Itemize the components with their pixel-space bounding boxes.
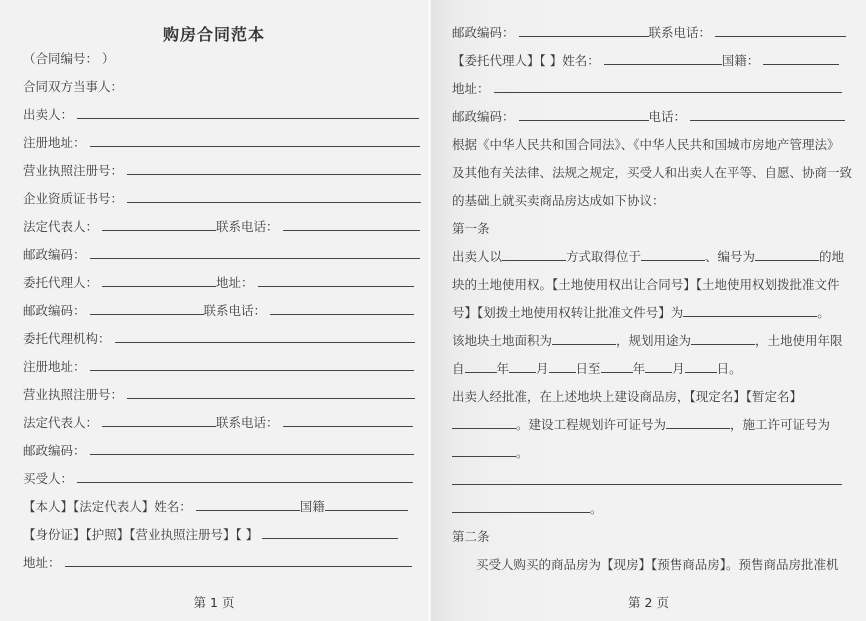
- license-no2-label: 营业执照注册号：: [23, 387, 124, 402]
- legal-basis-line-2: 及其他有关法律、法规之规定，买受人和出卖人在平等、自愿、协商一致: [452, 165, 853, 180]
- article-1-line-8: [452, 445, 529, 461]
- license-no-label: 营业执照注册号：: [23, 163, 124, 178]
- postcode2-field[interactable]: [519, 109, 649, 121]
- notes-field-1[interactable]: [452, 473, 842, 485]
- license-row: [23, 163, 421, 179]
- postcode-label: 邮政编码：: [452, 25, 515, 40]
- reg-address-row: [23, 135, 420, 151]
- article-1-line-5: [452, 361, 742, 377]
- postcode-row: [23, 247, 420, 263]
- phone2-field[interactable]: [270, 303, 414, 315]
- agent-field[interactable]: [102, 275, 216, 287]
- start-day-field[interactable]: [549, 361, 576, 373]
- phone-field[interactable]: [283, 219, 420, 231]
- reg-address2-field[interactable]: [90, 359, 414, 371]
- text-segment: 日至: [575, 361, 601, 376]
- agent-label: 委托代理人：: [23, 275, 99, 290]
- planned-use-field[interactable]: [691, 333, 755, 345]
- buyer-address-row: [23, 555, 412, 571]
- postcode-field[interactable]: [90, 247, 420, 259]
- article-1-line-9: [452, 473, 842, 489]
- text-segment: 、编号为: [705, 249, 756, 264]
- qualification-field[interactable]: [127, 191, 421, 203]
- postcode-label: 邮政编码：: [23, 247, 86, 262]
- seller-row: [23, 107, 419, 123]
- article-1-line-4: [452, 333, 843, 349]
- text-segment: 号】【划拨土地使用权转让批准文件号】为: [452, 305, 684, 320]
- seller-field[interactable]: [77, 107, 419, 119]
- phone-field[interactable]: [715, 25, 846, 37]
- buyer-name-field[interactable]: [196, 499, 300, 511]
- article-1-line-7: [452, 417, 830, 433]
- phone-label: 联系电话：: [648, 25, 712, 40]
- legal-rep-label: 法定代表人：: [23, 219, 99, 234]
- location-field[interactable]: [641, 249, 705, 261]
- agency-row: [23, 331, 415, 347]
- notes-field-2[interactable]: [452, 501, 590, 513]
- text-segment: 该地块土地面积为: [452, 333, 553, 348]
- article-1-line-2: 块的土地使用权。【土地使用权出让合同号】【土地使用权划拨批准文件: [452, 277, 840, 292]
- text-segment: 年: [496, 361, 510, 376]
- article-2-title: 第二条: [452, 529, 490, 544]
- parties-heading: 合同双方当事人：: [23, 79, 124, 94]
- agent-name-field[interactable]: [604, 53, 722, 65]
- page-1: [0, 0, 428, 621]
- page-2: [431, 0, 866, 621]
- license2-row: [23, 387, 415, 403]
- legal-basis-line-1: 根据《中华人民共和国合同法》、《中华人民共和国城市房地产管理法》: [452, 137, 840, 152]
- phone2-label: 联系电话：: [203, 303, 267, 318]
- agency-label: 委托代理机构：: [23, 331, 111, 346]
- page-number-1: 第 1 页: [193, 595, 235, 610]
- postcode2-row: [23, 303, 414, 319]
- postcode3-label: 邮政编码：: [23, 443, 86, 458]
- reg-address2-label: 注册地址：: [23, 359, 86, 374]
- buyer-id-label: 【身份证】【护照】【营业执照注册号】【 】: [23, 527, 259, 542]
- building-name-field[interactable]: [452, 417, 516, 429]
- address-field[interactable]: [494, 81, 842, 93]
- license-no2-field[interactable]: [127, 387, 415, 399]
- nationality-field[interactable]: [763, 53, 839, 65]
- plot-number-field[interactable]: [755, 249, 819, 261]
- text-segment: ，土地使用年限: [755, 333, 843, 348]
- buyer-name-label: 【本人】【法定代表人】姓名：: [23, 499, 192, 514]
- qualification-label: 企业资质证书号：: [23, 191, 124, 206]
- phone2-field[interactable]: [690, 109, 845, 121]
- article-1-line-3: [452, 305, 830, 321]
- document-title: 购房合同范本: [162, 25, 265, 44]
- postcode3-row: [23, 443, 414, 459]
- article-2-line-1: 买受人购买的商品房为【现房】【预售商品房】。预售商品房批准机: [476, 557, 839, 572]
- qualification-row: [23, 191, 421, 207]
- phone3-label: 联系电话：: [216, 415, 279, 430]
- reg-address-label: 注册地址：: [23, 135, 86, 150]
- approval-doc-field[interactable]: [683, 305, 817, 317]
- end-year-field[interactable]: [601, 361, 633, 373]
- start-year-field[interactable]: [465, 361, 497, 373]
- text-segment: 方式取得位于: [566, 249, 642, 264]
- article-1-line-6: 出卖人经批准，在上述地块上建设商品房，【现定名】【暂定名】: [452, 389, 803, 404]
- seller-label: 出卖人：: [23, 107, 74, 122]
- buyer-address-field[interactable]: [65, 555, 412, 567]
- text-segment: 日。: [716, 361, 742, 376]
- page-number-2: 第 2 页: [628, 595, 669, 610]
- postcode2-label: 邮政编码：: [452, 109, 515, 124]
- text-segment: 。建设工程规划许可证号为: [516, 417, 667, 432]
- legal-basis-line-3: 的基础上就买卖商品房达成如下协议：: [452, 193, 665, 208]
- text-segment: 出卖人以: [452, 249, 503, 264]
- legal-rep-row: [23, 219, 420, 235]
- article-1-line-1: [452, 249, 844, 265]
- article-1-line-10: [452, 501, 603, 517]
- planning-permit-field[interactable]: [666, 417, 730, 429]
- phone-label: 联系电话：: [216, 219, 279, 234]
- acquisition-method-field[interactable]: [502, 249, 566, 261]
- address-field[interactable]: [258, 275, 414, 287]
- text-segment: 。: [590, 501, 603, 516]
- legal-rep2-label: 法定代表人：: [23, 415, 99, 430]
- buyer-id-field[interactable]: [262, 527, 398, 539]
- article-1-title: 第一条: [452, 221, 490, 236]
- postcode3-field[interactable]: [90, 443, 414, 455]
- agent-address-row: [452, 81, 842, 97]
- reg-address-field[interactable]: [90, 135, 420, 147]
- start-month-field[interactable]: [509, 361, 536, 373]
- license-no-field[interactable]: [127, 163, 421, 175]
- postcode2-field[interactable]: [90, 303, 204, 315]
- legal-rep-field[interactable]: [102, 219, 216, 231]
- text-segment: 月: [536, 361, 549, 376]
- end-day-field[interactable]: [685, 361, 717, 373]
- contract-number: （合同编号： ）: [23, 51, 115, 66]
- text-segment: 。: [817, 305, 830, 320]
- phone3-field[interactable]: [283, 415, 413, 427]
- nationality-label: 国籍: [299, 499, 325, 514]
- buyer-field[interactable]: [77, 471, 413, 483]
- text-segment: ，规划用途为: [616, 333, 692, 348]
- text-segment: ，施工许可证号为: [730, 417, 831, 432]
- agent-postcode2-row: [452, 109, 845, 125]
- address-label: 地址：: [216, 275, 254, 290]
- agent-postcode-row: [452, 25, 846, 41]
- land-area-field[interactable]: [552, 333, 616, 345]
- agent-name-row: [452, 53, 839, 69]
- text-segment: 年: [632, 361, 646, 376]
- phone2-label: 电话：: [648, 109, 687, 124]
- agent-name-label: 【委托代理人】【 】姓名：: [452, 53, 600, 68]
- agent-row: [23, 275, 414, 291]
- buyer-name-row: [23, 499, 408, 515]
- text-segment: 的地: [819, 249, 845, 264]
- postcode2-label: 邮政编码：: [23, 303, 86, 318]
- buyer-id-row: [23, 527, 398, 543]
- construction-permit-field[interactable]: [452, 445, 516, 457]
- text-segment: 。: [516, 445, 529, 460]
- legal-rep2-row: [23, 415, 413, 431]
- legal-rep2-field[interactable]: [102, 415, 216, 427]
- buyer-row: [23, 471, 413, 487]
- address-label: 地址：: [452, 81, 490, 96]
- reg-address2-row: [23, 359, 414, 375]
- text-segment: 自: [452, 361, 465, 376]
- buyer-address-label: 地址：: [23, 555, 61, 570]
- nationality-field[interactable]: [325, 499, 408, 511]
- agency-field[interactable]: [115, 331, 415, 343]
- postcode-field[interactable]: [519, 25, 649, 37]
- buyer-label: 买受人：: [23, 471, 74, 486]
- nationality-label: 国籍：: [721, 53, 760, 68]
- text-segment: 月: [672, 361, 685, 376]
- end-month-field[interactable]: [645, 361, 672, 373]
